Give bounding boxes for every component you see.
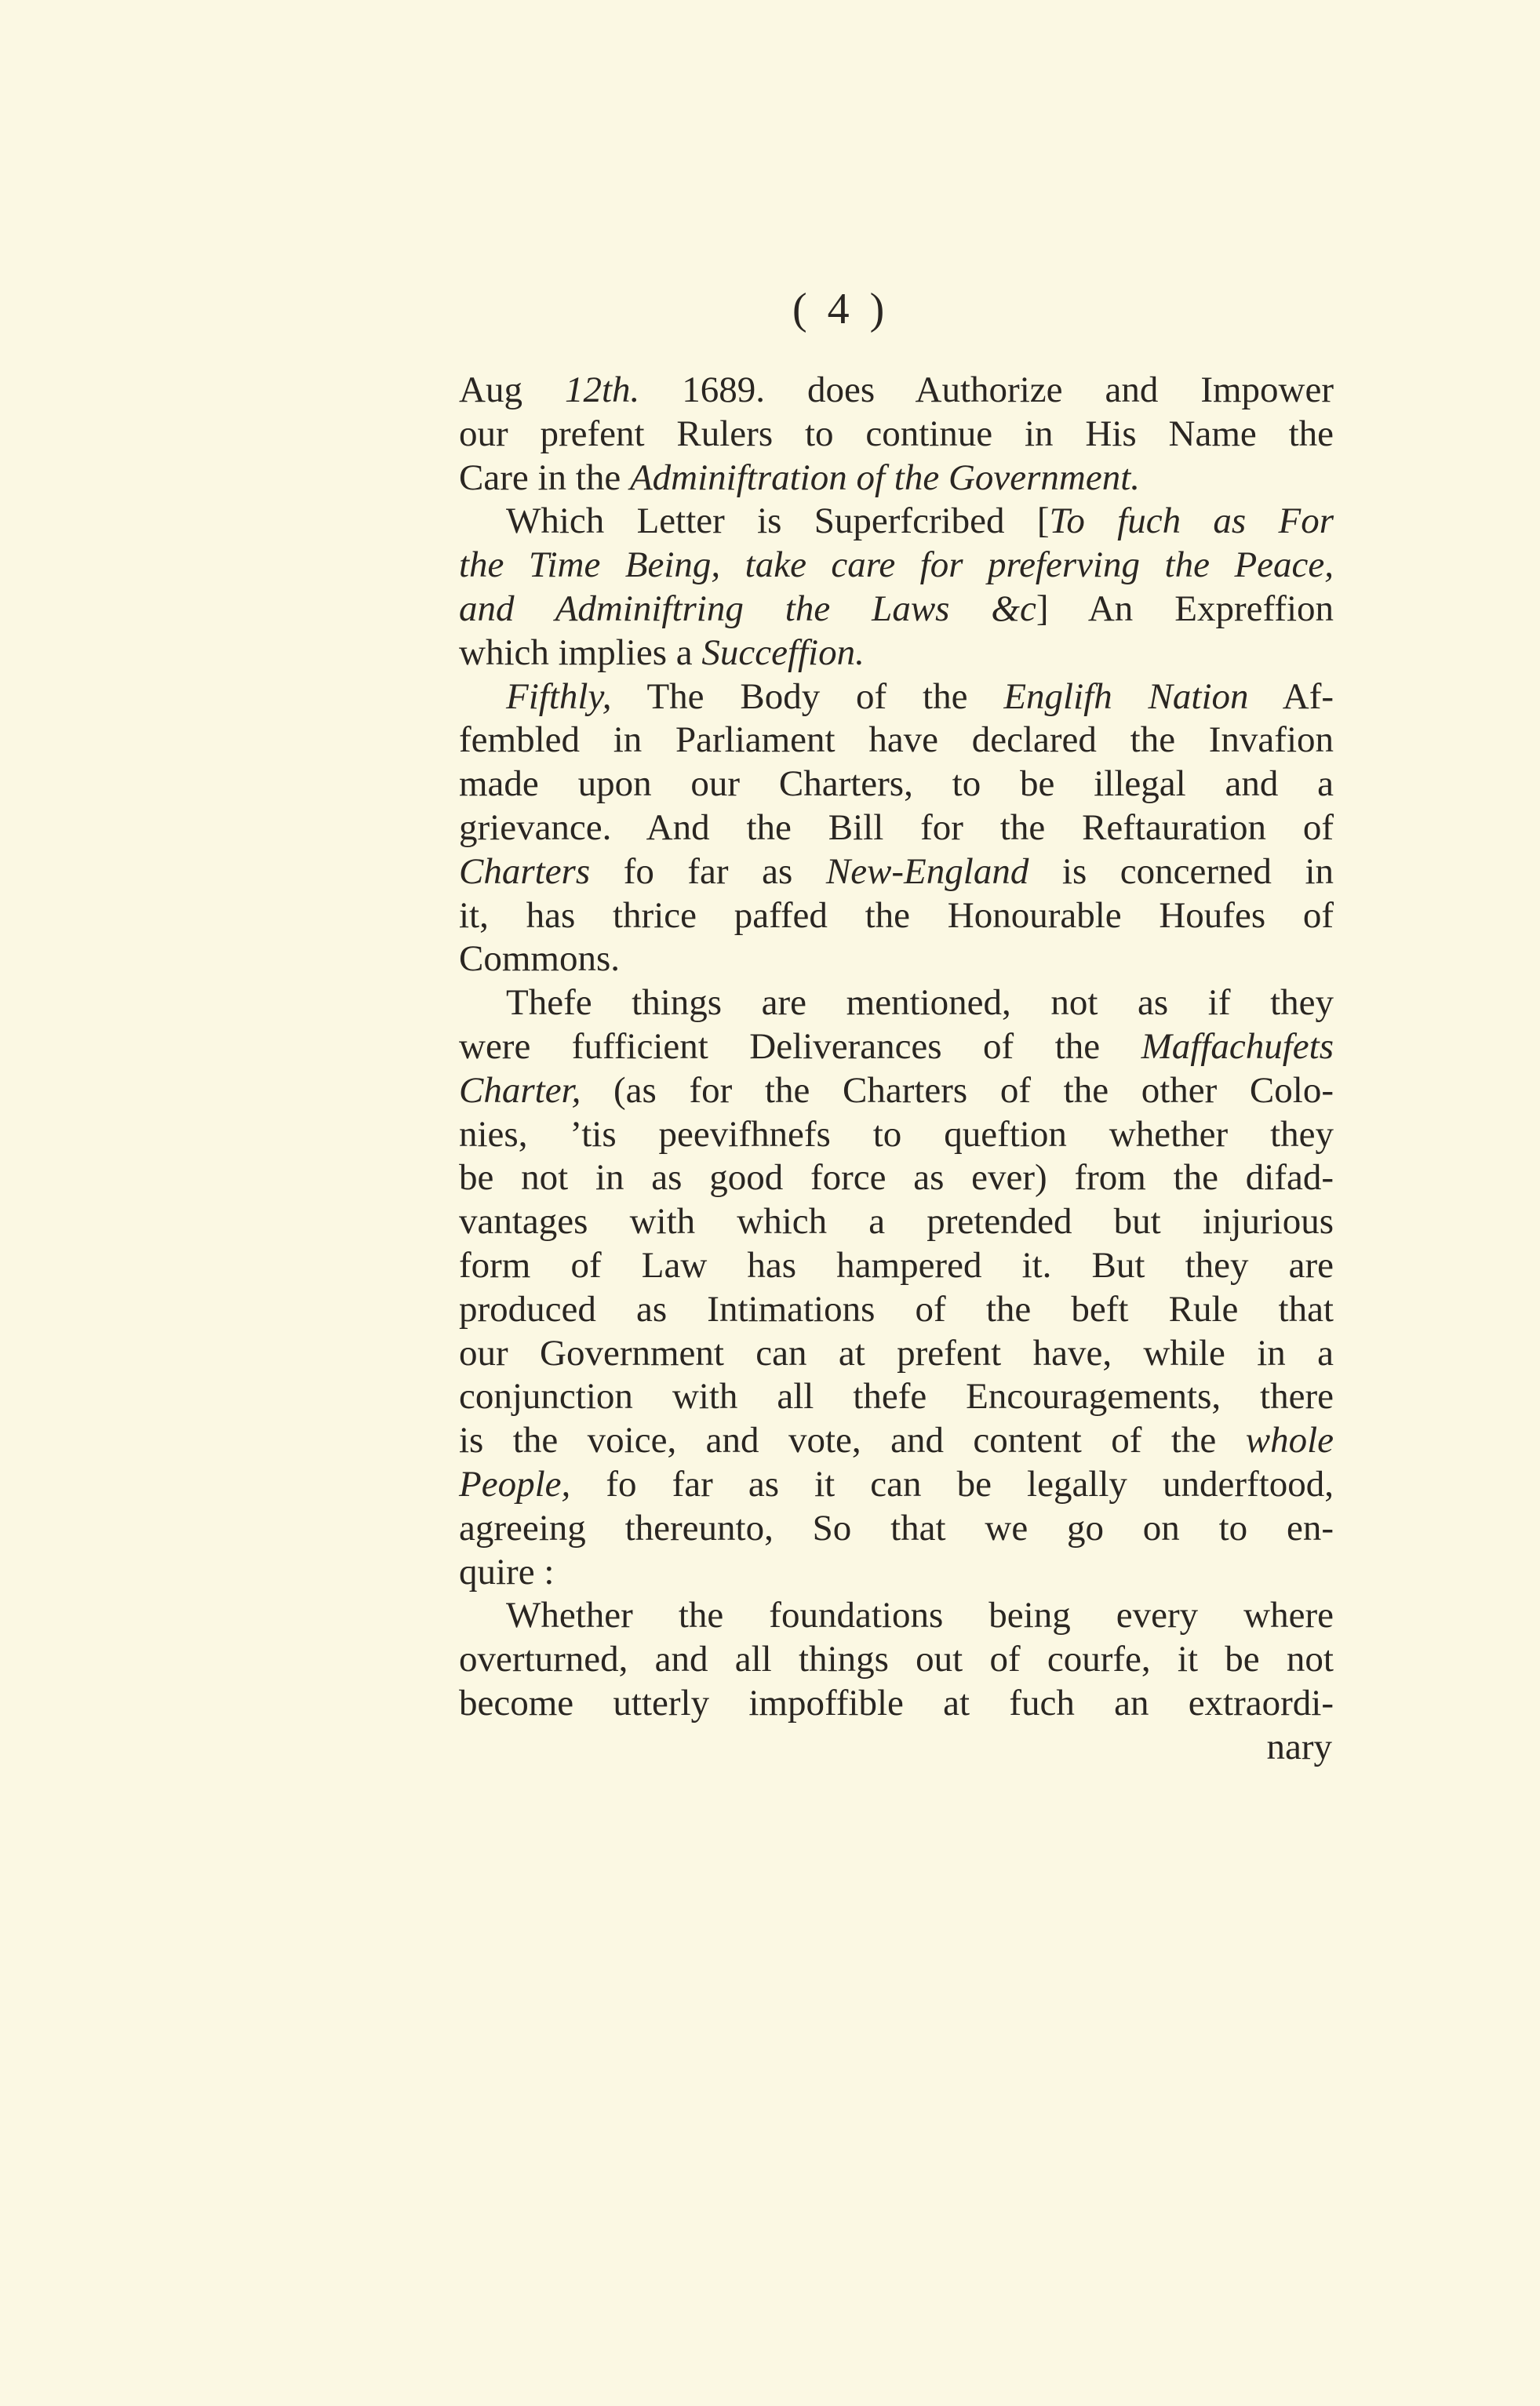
text-run: our prefent Rulers to continue in His Name the [459, 413, 1334, 454]
text-run: form of Law has hampered it. But they are [459, 1244, 1334, 1286]
text-run: Thefe things are mentioned, not as if they [506, 982, 1334, 1024]
text-line [459, 1419, 1334, 1463]
italic-text: the Time Being, take care for preferving the Peace, [459, 544, 1334, 586]
page-number: ( 4 ) [792, 285, 890, 333]
italic-text: Charters [459, 850, 591, 892]
italic-text: and Adminiftring the Laws &c [459, 588, 1036, 629]
text-line [459, 1244, 1334, 1288]
text-run: made upon our Charters, to be illegal and a [459, 763, 1334, 805]
text-run: fembled in Parliament have declared the Invafion [459, 719, 1334, 761]
text-run: it, has thrice paffed the Honourable Houfes of [459, 894, 1334, 936]
text-run: ] An Expreffion [1036, 588, 1334, 629]
text-run: nies, ’tis peevifhnefs to queftion whether they [459, 1113, 1334, 1155]
text-run: were fufficient Deliverances of the [459, 1025, 1141, 1067]
text-line [459, 1200, 1334, 1244]
italic-text: Charter, [459, 1069, 581, 1111]
text-line [459, 544, 1334, 588]
text-line [459, 1288, 1334, 1332]
catchword: nary [1266, 1726, 1332, 1767]
italic-text: To fuch as For [1049, 500, 1334, 542]
text-line [459, 1156, 1334, 1200]
text-run: produced as Intimations of the beft Rule that [459, 1288, 1334, 1330]
text-line [459, 1375, 1334, 1419]
italic-text: Succeffion. [701, 632, 865, 673]
text-line [459, 1551, 1334, 1595]
text-line [459, 457, 1334, 500]
italic-text: New-England [825, 850, 1029, 892]
text-line [459, 763, 1334, 806]
italic-text: Englifh Nation [1003, 675, 1249, 717]
text-run: be not in as good force as ever) from the difad- [459, 1157, 1334, 1199]
text-run: 1689. does Authorize and Impower [639, 369, 1334, 410]
text-line [459, 1025, 1334, 1069]
text-line [459, 719, 1334, 763]
text-line [459, 500, 1334, 544]
text-line [459, 675, 1334, 719]
text-line [459, 1332, 1334, 1376]
text-line [459, 1113, 1334, 1157]
text-line [459, 937, 1334, 981]
italic-text: People, [459, 1463, 571, 1505]
text-run: Commons. [459, 938, 621, 980]
text-run: (as for the Charters of the other Colo- [581, 1069, 1334, 1111]
text-run: our Government can at prefent have, while in a [459, 1332, 1334, 1374]
text-run: The Body of the [611, 675, 1004, 717]
text-line [459, 981, 1334, 1025]
text-run: Whether the foundations being every where [506, 1595, 1334, 1636]
text-run: vantages with which a pretended but injurious [459, 1201, 1334, 1243]
text-line [459, 369, 1334, 413]
text-run: agreeing thereunto, So that we go on to en- [459, 1507, 1334, 1549]
text-line [459, 413, 1334, 457]
text-line [459, 632, 1334, 675]
text-run: Care in the [459, 457, 630, 498]
text-run: conjunction with all thefe Encouragements, there [459, 1376, 1334, 1418]
text-run: fo far as it can be legally underftood, [570, 1463, 1334, 1505]
italic-text: Adminiftration of the Government. [629, 457, 1141, 498]
text-line [459, 1507, 1334, 1551]
text-run: overturned, and all things out of courfe, it be not [459, 1639, 1334, 1680]
text-line [459, 1069, 1334, 1113]
text-line [459, 1594, 1334, 1638]
text-run: quire : [459, 1551, 555, 1592]
text-run: become utterly impoffible at fuch an extraordi- [459, 1682, 1334, 1724]
text-run: Af- [1248, 675, 1334, 717]
text-run: which implies a [459, 632, 702, 673]
text-run: fo far as [590, 850, 826, 892]
text-run: Aug [459, 369, 565, 410]
italic-text: whole [1245, 1420, 1334, 1461]
text-line [459, 1682, 1334, 1726]
text-run: grievance. And the Bill for the Reftauration of [459, 806, 1334, 848]
text-line [459, 806, 1334, 850]
text-line [459, 1638, 1334, 1682]
text-line [459, 588, 1334, 632]
text-run: Which Letter is Superfcribed [ [506, 500, 1050, 542]
body-text [459, 369, 1334, 1770]
italic-text: 12th. [564, 369, 640, 410]
text-run: is the voice, and vote, and content of the [459, 1420, 1246, 1461]
text-run: is concerned in [1028, 850, 1334, 892]
text-line [459, 1463, 1334, 1507]
text-line [459, 894, 1334, 938]
text-line [459, 850, 1334, 894]
italic-text: Fifthly, [506, 675, 612, 717]
italic-text: Maffachufets [1141, 1025, 1334, 1067]
